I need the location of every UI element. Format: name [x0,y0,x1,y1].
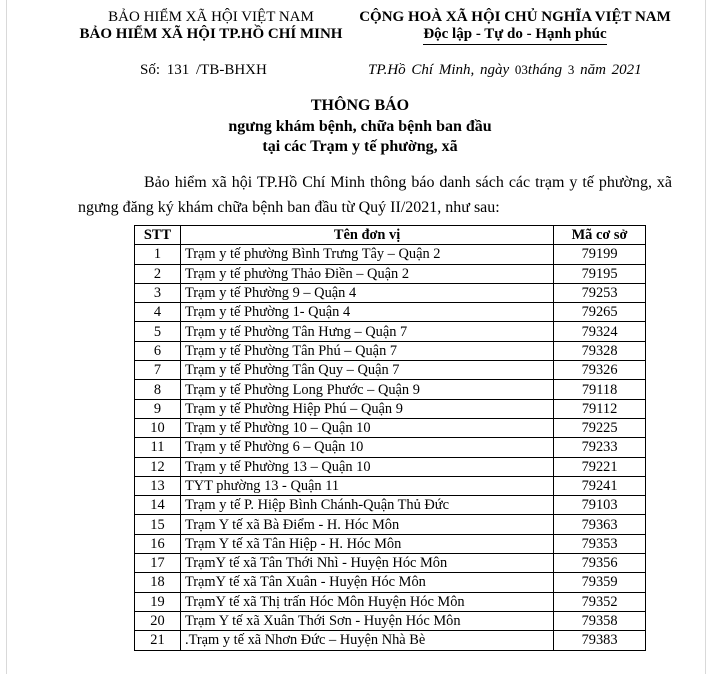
table-row [135,245,646,264]
date-month: 3 [567,62,575,77]
row-unit-name: Trạm y tế Phường 1- Quận 4 [180,303,553,322]
table-row [135,496,646,515]
row-stt: 20 [135,611,181,630]
row-facility-code: 79326 [554,361,646,380]
row-stt: 6 [135,341,181,360]
table-row [135,515,646,534]
row-facility-code: 79118 [554,380,646,399]
health-station-table [134,225,646,651]
table-row [135,399,646,418]
row-stt: 4 [135,303,181,322]
row-facility-code: 79253 [554,283,646,302]
table-row [135,283,646,302]
row-unit-name: Trạm Y tế xã Bà Điểm - H. Hóc Môn [180,515,553,534]
table-row [135,631,646,650]
table-header-row [135,226,646,245]
row-stt: 18 [135,573,181,592]
row-stt: 9 [135,399,181,418]
row-stt: 7 [135,361,181,380]
row-unit-name: Trạm y tế Phường 6 – Quận 10 [180,438,553,457]
org-parent: BẢO HIỂM XÃ HỘI VIỆT NAM [108,9,314,25]
row-unit-name: Trạm y tế Phường Long Phước – Quận 9 [180,380,553,399]
row-stt: 21 [135,631,181,650]
row-facility-code: 79359 [554,573,646,592]
column-header-stt: STT [135,226,181,245]
column-header-facility-code: Mã cơ sở [554,226,646,245]
row-stt: 17 [135,554,181,573]
row-stt: 13 [135,476,181,495]
row-stt: 11 [135,438,181,457]
row-unit-name: Trạm y tế Phường Hiệp Phú – Quận 9 [180,399,553,418]
row-unit-name: Trạm y tế phường Thảo Điền – Quận 2 [180,264,553,283]
notice-subtitle-line1: ngưng khám bệnh, chữa bệnh ban đầu [228,118,492,135]
row-facility-code: 79112 [554,399,646,418]
row-facility-code: 79233 [554,438,646,457]
row-stt: 14 [135,496,181,515]
row-facility-code: 79241 [554,476,646,495]
table-row [135,534,646,553]
row-unit-name: Trạm y tế Phường 9 – Quận 4 [180,283,553,302]
row-facility-code: 79221 [554,457,646,476]
date-place: TP.Hồ Chí Minh, ngày [368,62,510,78]
row-stt: 12 [135,457,181,476]
table-row [135,554,646,573]
date-day: 03 [514,62,528,77]
table-row [135,264,646,283]
table-row [135,476,646,495]
row-unit-name: Trạm y tế Phường Tân Phú – Quận 7 [180,341,553,360]
row-unit-name: Trạm y tế Phường Tân Quy – Quận 7 [180,361,553,380]
table-row [135,361,646,380]
row-stt: 8 [135,380,181,399]
row-facility-code: 79195 [554,264,646,283]
issuer-header [78,9,344,43]
table-row [135,573,646,592]
row-stt: 1 [135,245,181,264]
row-facility-code: 79353 [554,534,646,553]
column-header-unit-name: Tên đơn vị [180,226,553,245]
row-facility-code: 79324 [554,322,646,341]
table-row [135,438,646,457]
row-stt: 3 [135,283,181,302]
row-stt: 15 [135,515,181,534]
row-facility-code: 79383 [554,631,646,650]
row-unit-name: Trạm y tế Phường 10 – Quận 10 [180,418,553,437]
country-name: CỘNG HOÀ XÃ HỘI CHỦ NGHĨA VIỆT NAM [359,9,671,25]
row-facility-code: 79225 [554,418,646,437]
row-facility-code: 79328 [554,341,646,360]
row-stt: 10 [135,418,181,437]
intro-paragraph: Bảo hiểm xã hội TP.Hồ Chí Minh thông báo danh sách các trạm y tế phường, xã ngưng đăng ký khám chữa bệnh ban đầu từ Quý II/2021, như sau: [78,174,672,216]
document-date [368,62,642,79]
row-facility-code: 79199 [554,245,646,264]
row-stt: 2 [135,264,181,283]
document-number: Số: 131 /TB-BHXH [140,62,267,78]
row-facility-code: 79352 [554,592,646,611]
table-row [135,380,646,399]
table-row [135,592,646,611]
table-row [135,457,646,476]
date-year: năm 2021 [580,62,642,78]
row-unit-name: Trạm Y tế xã Xuân Thới Sơn - Huyện Hóc Môn [180,611,553,630]
row-unit-name: Trạm y tế P. Hiệp Bình Chánh-Quận Thủ Đức [180,496,553,515]
notice-title: THÔNG BÁO [310,97,410,114]
table-row [135,322,646,341]
table-row [135,303,646,322]
national-motto: Độc lập - Tự do - Hạnh phúc [423,26,606,45]
row-unit-name: TYT phường 13 - Quận 11 [180,476,553,495]
row-unit-name: TrạmY tế xã Tân Thới Nhì - Huyện Hóc Môn [180,554,553,573]
row-unit-name: TrạmY tế xã Tân Xuân - Huyện Hóc Môn [180,573,553,592]
table-row [135,341,646,360]
national-header [354,9,676,45]
row-unit-name: .Trạm y tế xã Nhơn Đức – Huyện Nhà Bè [180,631,553,650]
date-month-label: tháng [527,62,563,78]
row-unit-name: TrạmY tế xã Thị trấn Hóc Môn Huyện Hóc Môn [180,592,553,611]
row-unit-name: Trạm y tế Phường 13 – Quận 10 [180,457,553,476]
org-name: BẢO HIỂM XÃ HỘI TP.HỒ CHÍ MINH [79,26,343,42]
row-facility-code: 79356 [554,554,646,573]
row-unit-name: Trạm y tế Phường Tân Hưng – Quận 7 [180,322,553,341]
row-facility-code: 79265 [554,303,646,322]
table-row [135,418,646,437]
row-unit-name: Trạm Y tế xã Tân Hiệp - H. Hóc Môn [180,534,553,553]
row-facility-code: 79363 [554,515,646,534]
table-row [135,611,646,630]
notice-subtitle-line2: tại các Trạm y tế phường, xã [262,138,458,155]
row-stt: 5 [135,322,181,341]
row-unit-name: Trạm y tế phường Bình Trưng Tây – Quận 2 [180,245,553,264]
row-facility-code: 79103 [554,496,646,515]
row-facility-code: 79358 [554,611,646,630]
row-stt: 19 [135,592,181,611]
row-stt: 16 [135,534,181,553]
